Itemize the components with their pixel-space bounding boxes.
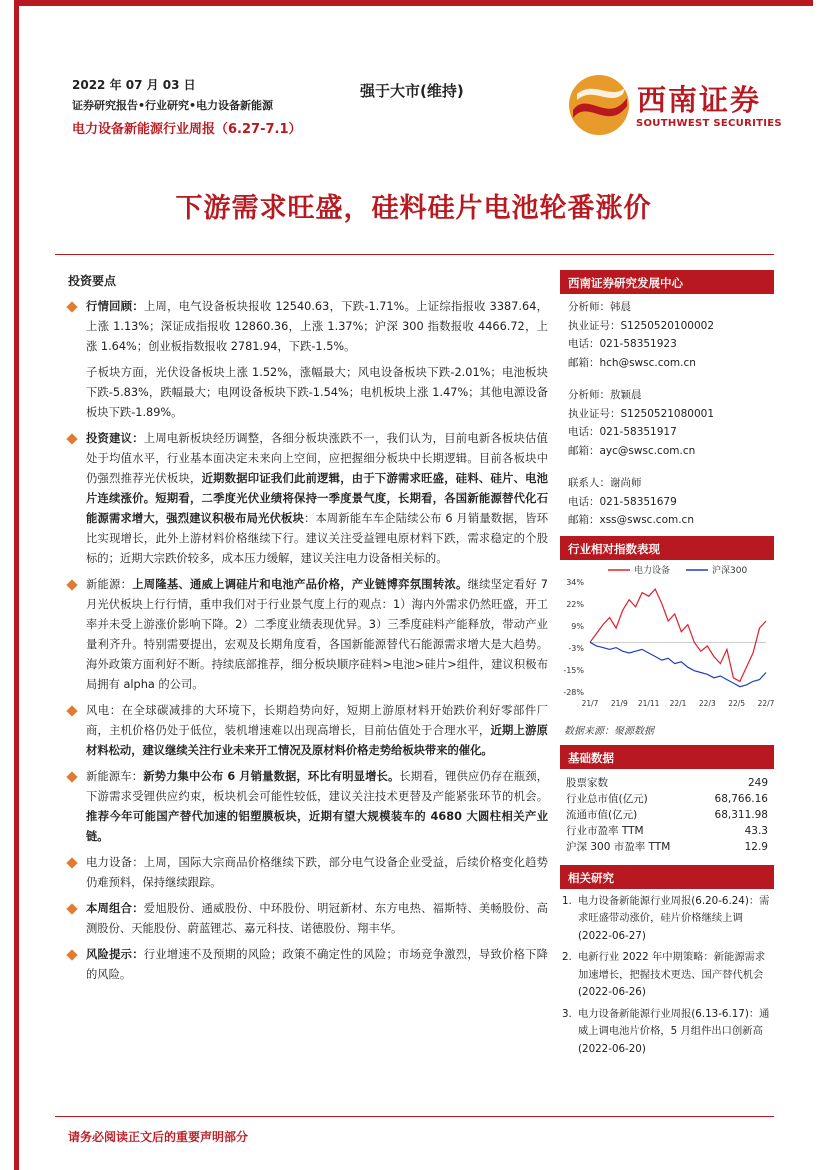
item-text: 电力设备新能源行业周报(6.20-6.24)：需求旺盛带动涨价，硅片价格继续上调 (2022-06-27) xyxy=(578,894,770,942)
basic-data-row xyxy=(560,823,774,839)
legend-label: 沪深300 xyxy=(712,565,748,576)
bullet-icon xyxy=(66,857,77,868)
bullet-nev xyxy=(68,767,548,847)
basic-data-label: 沪深 300 市盈率 TTM xyxy=(566,840,671,853)
logo-name-en: SOUTHWEST SECURITIES xyxy=(636,118,782,129)
bullet-text: 行业增速不及预期的风险；政策不确定性的风险；市场竞争激烈，导致价格下降的风险。 xyxy=(86,948,548,981)
analyst-1-cert: 执业证号：S1250520100002 xyxy=(568,319,715,332)
bullet-icon xyxy=(66,903,77,914)
bullet-text: 上周电新板块经历调整，各细分板块涨跌不一，我们认为，目前电新各板块估值处于均值水平，行业基本面决定未来向上空间，应把握细分板块中长期逻辑。目前各板块中仍强烈推荐光伏板块， xyxy=(86,432,548,485)
footer-disclaimer: 请务必阅读正文后的重要声明部分 xyxy=(68,1130,249,1144)
chart-container xyxy=(560,560,774,720)
report-category: 证券研究报告•行业研究•电力设备新能源 xyxy=(72,99,274,112)
bullet-new-energy xyxy=(68,575,548,695)
item-text: 电新行业 2022 年中期策略：新能源需求加速增长，把握技术更迭、国产替代机会 (2022-06-26) xyxy=(578,951,766,998)
related-research-item[interactable] xyxy=(562,1006,772,1059)
basic-data-row xyxy=(560,775,774,791)
related-research-list xyxy=(560,889,774,1059)
bullet-investment-advice xyxy=(68,429,548,569)
basic-data-row xyxy=(560,807,774,823)
analyst-2-email[interactable]: 邮箱：ayc@swsc.com.cn xyxy=(568,444,696,457)
bullet-icon xyxy=(66,771,77,782)
headline: 下游需求旺盛，硅料硅片电池轮番涨价 xyxy=(175,193,652,224)
y-tick-label: -15% xyxy=(563,665,584,675)
series-line xyxy=(590,589,766,681)
contact-tel: 电话：021-58351679 xyxy=(568,495,677,508)
x-tick-label: 22/3 xyxy=(698,698,716,708)
basic-data-value: 249 xyxy=(747,776,768,789)
x-tick-label: 21/11 xyxy=(637,698,660,708)
bullet-bold-text: 上周隆基、通威上调硅片和电池产品价格，产业链博弈氛围转浓。 xyxy=(132,578,468,591)
bullet-icon xyxy=(66,949,77,960)
bullet-label: 行情回顾： xyxy=(86,300,144,313)
analyst-info xyxy=(560,294,774,530)
basic-data-table xyxy=(560,769,774,855)
bullet-label: 新能源车： xyxy=(86,770,144,783)
basic-data-label: 股票家数 xyxy=(566,776,608,789)
bullet-icon xyxy=(66,705,77,716)
y-tick-label: 22% xyxy=(566,599,584,609)
y-tick-label: 34% xyxy=(566,577,584,587)
analyst-2-name: 分析师：敖颖晨 xyxy=(568,389,642,401)
bullet-icon xyxy=(66,579,77,590)
basic-data-label: 行业市盈率 TTM xyxy=(566,824,644,837)
basic-data-label: 行业总市值(亿元) xyxy=(566,792,648,805)
x-tick-label: 22/1 xyxy=(669,698,687,708)
basic-data-row xyxy=(560,791,774,807)
report-name: 电力设备新能源行业周报（6.27-7.1） xyxy=(72,122,302,137)
investment-highlights xyxy=(68,272,548,991)
bullet-icon xyxy=(66,301,77,312)
y-tick-label: 9% xyxy=(571,621,584,631)
related-research-item[interactable] xyxy=(562,949,772,1002)
basic-data-value: 68,311.98 xyxy=(714,808,768,821)
bullet-bold-text: 推荐今年可能国产替代加速的铝塑膜板块，近期有望大规模装车的 4680 大圆柱相关产业链。 xyxy=(86,810,548,843)
left-accent-bar xyxy=(14,0,19,1170)
section-title: 投资要点 xyxy=(68,274,117,288)
basic-data-label: 流通市值(亿元) xyxy=(566,808,638,821)
divider xyxy=(55,254,774,255)
bullet-label: 投资建议： xyxy=(86,432,144,445)
bullet-label: 本周组合： xyxy=(86,902,144,915)
y-tick-label: -28% xyxy=(563,687,584,697)
legend-label: 电力设备 xyxy=(634,565,671,576)
related-research-title: 相关研究 xyxy=(560,865,774,889)
bullet-bold-text: 近期数据印证我们此前逻辑，由于下游需求旺盛，硅料、硅片、电池片连续涨价。短期看，二季度光伏业绩将保持一季度景气度，长期看，各国新能源替代化石能源需求增大，强烈建议积极布局光伏板块 xyxy=(86,472,548,525)
analyst-1-email[interactable]: 邮箱：hch@swsc.com.cn xyxy=(568,356,696,369)
sidebar xyxy=(560,270,774,1062)
bullet-bold-text: 新势力集中公布 6 月销量数据，环比有明显增长。 xyxy=(143,770,400,783)
x-tick-label: 21/7 xyxy=(581,698,599,708)
related-research-item[interactable] xyxy=(562,893,772,946)
top-accent-bar xyxy=(14,0,813,6)
analyst-1-name: 分析师：韩晨 xyxy=(568,301,631,313)
item-number: 3. xyxy=(562,1007,572,1020)
sub-sector-paragraph: 子板块方面，光伏设备板块上涨 1.52%，涨幅最大；风电设备板块下跌-2.01%；电池板块下跌-5.83%，跌幅最大；电网设备板块下跌-1.54%；电机板块上涨 1.47%；其他电源设备板块下跌-1.89%。 xyxy=(86,366,548,419)
bullet-bold-text: 近期上游原材料松动，建议继续关注行业未来开工情况及原材料价格走势给板块带来的催化。 xyxy=(86,724,548,757)
basic-data-value: 12.9 xyxy=(744,840,768,853)
bullet-label: 新能源： xyxy=(86,578,133,591)
bullet-text: 爱旭股份、通威股份、中环股份、明冠新材、东方电热、福斯特、美畅股份、高测股份、天能股份、蔚蓝锂芯、嘉元科技、诺德股份、翔丰华。 xyxy=(86,902,548,935)
bullet-power-equipment xyxy=(68,853,548,893)
bullet-portfolio xyxy=(68,899,548,939)
chart-title: 行业相对指数表现 xyxy=(560,536,774,560)
basic-data-title: 基础数据 xyxy=(560,745,774,769)
contact-email[interactable]: 邮箱：xss@swsc.com.cn xyxy=(568,514,694,526)
item-text: 电力设备新能源行业周报(6.13-6.17)：通威上调电池片价格，5 月组件出口创新高 (2022-06-20) xyxy=(578,1007,770,1055)
logo-name-cn: 西南证券 xyxy=(637,83,762,117)
analyst-2-tel: 电话：021-58351917 xyxy=(568,426,677,438)
basic-data-value: 43.3 xyxy=(744,824,768,837)
contact-name: 联系人：谢尚师 xyxy=(568,477,642,489)
bullet-wind-power xyxy=(68,701,548,761)
x-tick-label: 22/7 xyxy=(757,698,774,708)
footer-divider xyxy=(55,1116,774,1117)
bullet-text: 风电：在全球碳减排的大环境下，长期趋势向好，短期上游原材料开始跌价利好零部件厂商，主机价格仍处于低位，装机增速难以出现高增长，目前估值处于合理水平， xyxy=(86,704,548,737)
bullet-text: 上周，电气设备板块报收 12540.63，下跌-1.71%。上证综指报收 3387.64，上涨 1.13%；深证成指报收 12860.36，上涨 1.37%；沪深 300 指数报收 4466.72，上涨 1.64%；创业板指数报收 2781.94，下跌-1.5%。 xyxy=(86,300,548,353)
basic-data-value: 68,766.16 xyxy=(714,792,768,805)
rating: 强于大市(维持) xyxy=(360,82,464,100)
y-tick-label: -3% xyxy=(568,643,584,653)
basic-data-row xyxy=(560,839,774,855)
chart-source: 数据来源：聚源数据 xyxy=(564,725,654,737)
x-tick-label: 21/9 xyxy=(610,698,628,708)
bullet-text: 电力设备：上周，国际大宗商品价格继续下跌，部分电气设备企业受益，后续价格变化趋势仍难预料，保持继续跟踪。 xyxy=(86,856,548,889)
bullet-risk xyxy=(68,945,548,985)
research-center-title: 西南证券研究发展中心 xyxy=(560,270,774,294)
bullet-text: ：本周新能车车企陆续公布 6 月销量数据，皆环比实现增长，此外上游材料价格继续下行。建议关注受益锂电原材料下跌，需求稳定的个股标的；近期大宗跌价较多，成本压力缓解，建议关注电力设备相关标的。 xyxy=(86,512,548,565)
analyst-2-cert: 执业证号：S1250521080001 xyxy=(568,407,715,420)
bullet-market-review xyxy=(68,297,548,357)
relative-index-chart xyxy=(560,560,774,720)
item-number: 2. xyxy=(562,951,572,963)
x-tick-label: 22/5 xyxy=(728,698,746,708)
report-date: 2022 年 07 月 03 日 xyxy=(72,78,196,92)
item-number: 1. xyxy=(562,894,572,907)
series-line xyxy=(590,642,766,686)
bullet-label: 风险提示： xyxy=(86,948,144,961)
bullet-text: 长期看，锂供应仍存在瓶颈，下游需求受锂供应约束，板块机会可能性较低，建议关注技术更替及产能紧张环节的机会。 xyxy=(86,770,548,803)
bullet-text: 继续坚定看好 7 月光伏板块上行行情，重申我们对于行业景气度上行的观点：1）海内外需求仍然旺盛，开工率并未受上游涨价影响下降。2）二季度业绩表现优异。3）三季度硅料产能释放，带动产业量利齐升。特别需要提出，宏观及长期角度看，各国新能源替代石能源需求增大是大趋势。海外政策方面利好不断。持续底部推荐，细分板块顺序硅料>电池>硅片>组件，建议积极布局拥有 alpha 的公司。 xyxy=(86,578,548,691)
analyst-1-tel: 电话：021-58351923 xyxy=(568,338,677,350)
bullet-icon xyxy=(66,433,77,444)
